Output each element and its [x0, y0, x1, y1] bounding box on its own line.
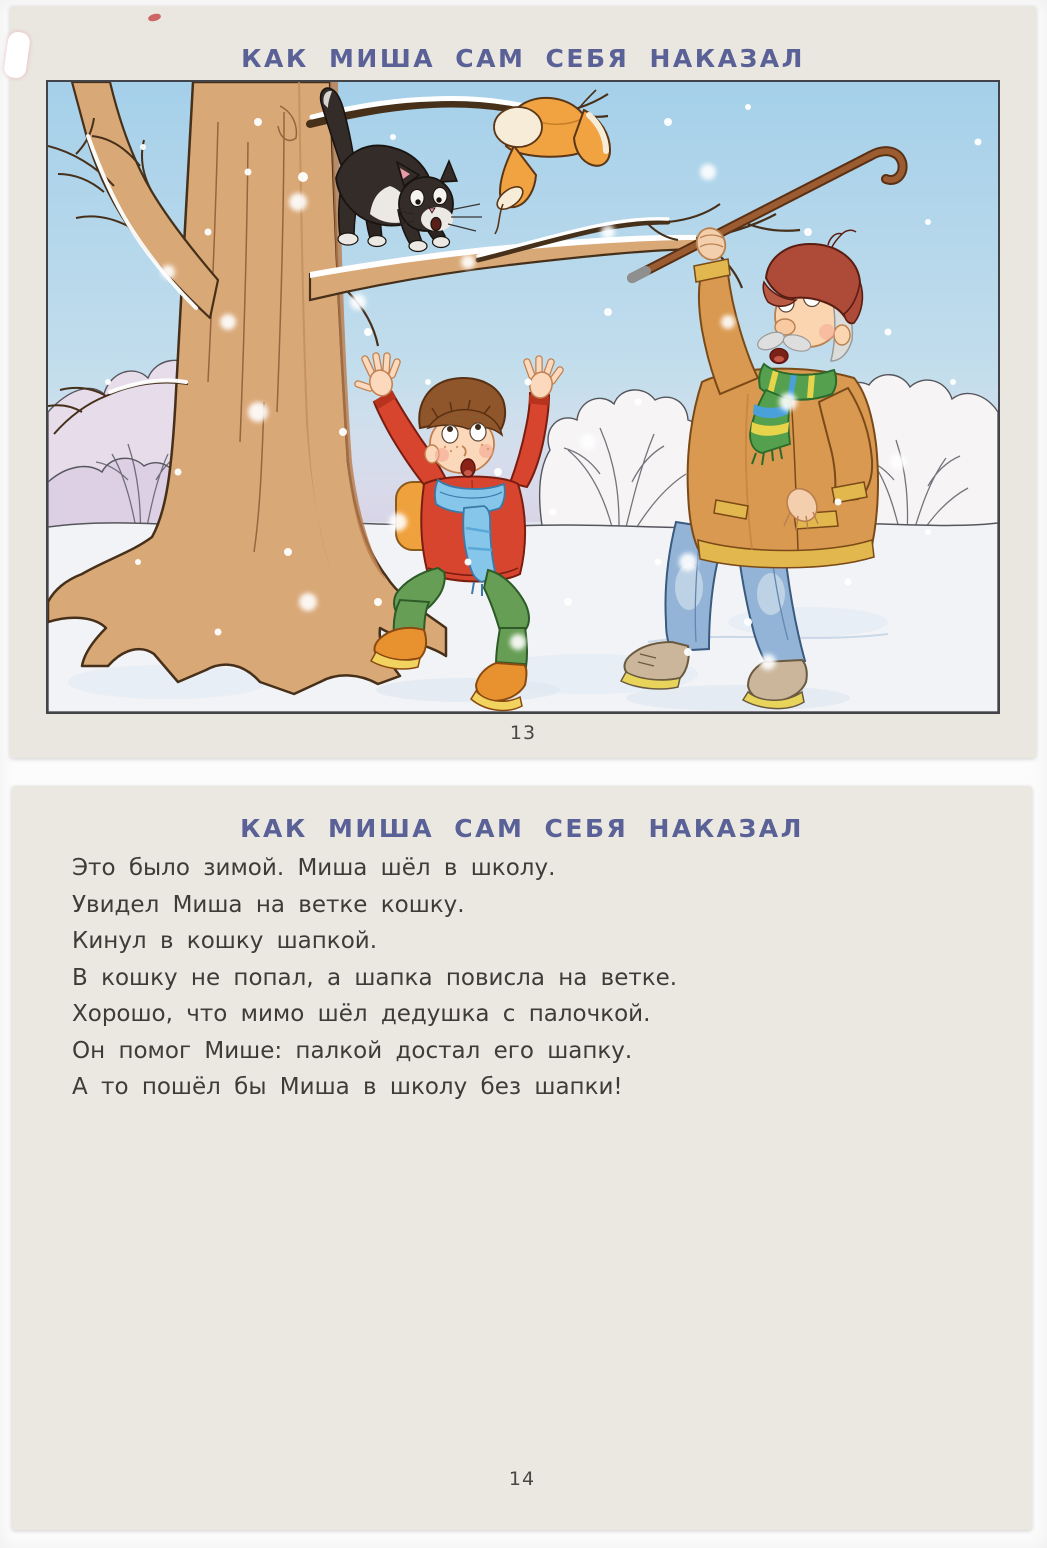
story-line: Хорошо, что мимо шёл дедушка с палочкой.	[72, 1001, 651, 1027]
story-text	[72, 850, 992, 1106]
story-line: Увидел Миша на ветке кошку.	[72, 891, 465, 918]
story-line: Это было зимой. Миша шёл в школу.	[72, 855, 556, 881]
red-smudge	[147, 12, 161, 22]
story-illustration	[48, 82, 998, 712]
story-line: Кинул в кошку шапкой.	[72, 928, 378, 954]
page-number: 14	[508, 1468, 536, 1490]
page-card-top	[10, 6, 1036, 758]
story-illustration-frame	[46, 80, 1000, 714]
page-card-bottom	[12, 786, 1032, 1530]
story-line: А то пошёл бы Миша в школу без шапки!	[72, 1074, 623, 1100]
page-number: 13	[509, 722, 537, 744]
page-title: КАК МИША САМ СЕБЯ НАКАЗАЛ	[241, 44, 805, 73]
story-line: В кошку не попал, а шапка повисла на ветке.	[72, 964, 678, 991]
page-title: КАК МИША САМ СЕБЯ НАКАЗАЛ	[240, 814, 804, 843]
story-line: Он помог Мише: палкой достал его шапку.	[72, 1037, 633, 1064]
